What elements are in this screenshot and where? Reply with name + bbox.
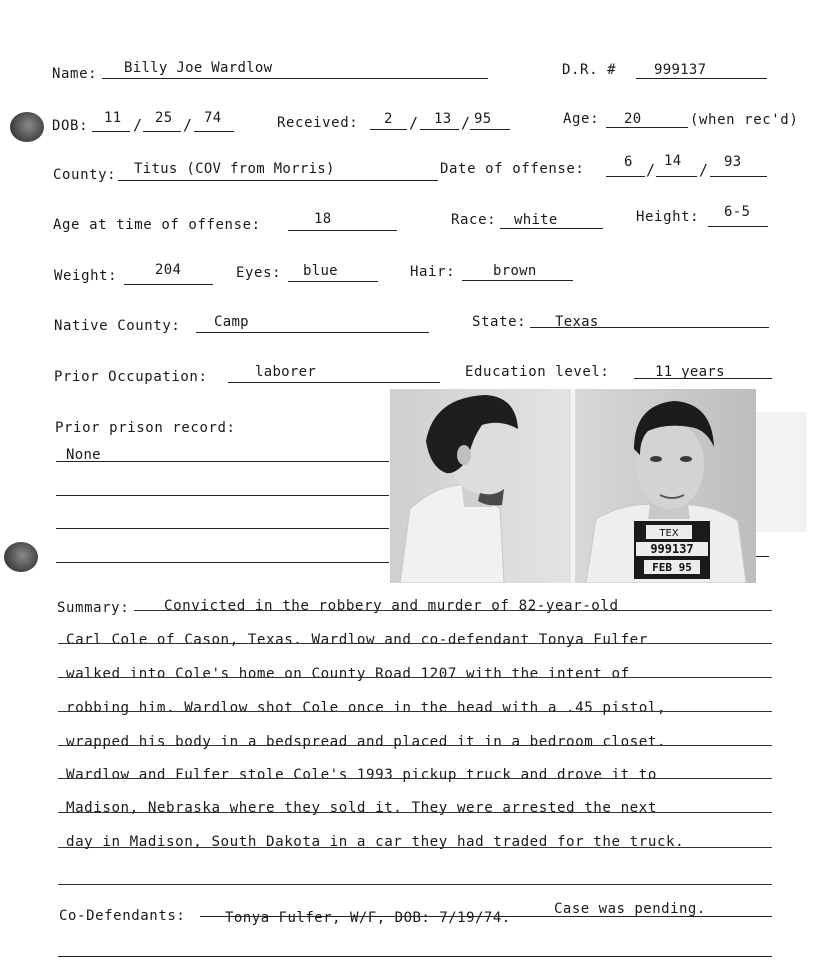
hair-line <box>462 280 573 281</box>
codefendants-text: Tonya Fulfer, W/F, DOB: 7/19/74. <box>225 910 511 926</box>
offense-slash: / <box>646 161 656 179</box>
education-label: Education level: <box>465 364 610 380</box>
received-line <box>420 129 459 130</box>
age-value: 20 <box>624 111 642 127</box>
occupation-value: laborer <box>255 364 317 380</box>
codefendants-line <box>200 916 772 917</box>
offense-year: 93 <box>724 154 742 170</box>
eyes-line <box>288 281 378 282</box>
dob-label: DOB: <box>52 118 89 134</box>
dr-label: D.R. # <box>562 62 617 78</box>
dr-line <box>636 78 767 79</box>
summary-label: Summary: <box>57 600 130 616</box>
hair-label: Hair: <box>410 264 456 280</box>
race-line <box>500 228 603 229</box>
age-offense-line <box>288 230 397 231</box>
age-offense-value: 18 <box>314 211 332 227</box>
offense-line <box>656 176 697 177</box>
offense-month: 6 <box>624 154 633 170</box>
received-year: 95 <box>474 111 492 127</box>
summary-line-5: wrapped his body in a bedspread and placed it in a bedroom closet. <box>66 734 667 750</box>
education-value: 11 years <box>655 364 725 380</box>
county-value: Titus (COV from Morris) <box>134 161 335 177</box>
prior-record-value: None <box>66 447 101 463</box>
placard-line-3: FEB 95 <box>652 561 692 574</box>
race-label: Race: <box>451 212 497 228</box>
name-line <box>102 78 488 79</box>
height-value: 6-5 <box>724 204 751 220</box>
eyes-value: blue <box>303 263 338 279</box>
race-value: white <box>514 212 558 228</box>
dob-slash: / <box>133 116 143 134</box>
dob-line <box>92 131 130 132</box>
dob-slash: / <box>183 116 193 134</box>
binder-hole-middle <box>4 542 38 572</box>
received-month: 2 <box>384 111 393 127</box>
summary-underline <box>58 711 772 712</box>
offense-slash: / <box>699 161 709 179</box>
weight-label: Weight: <box>54 268 118 284</box>
summary-underline <box>58 812 772 813</box>
height-line <box>708 226 768 227</box>
dr-number: 999137 <box>654 62 707 78</box>
codefendants-line-2 <box>58 956 772 957</box>
offense-day: 14 <box>664 153 682 169</box>
inmate-name: Billy Joe Wardlow <box>124 60 273 76</box>
codefendants-label: Co-Defendants: <box>59 908 186 924</box>
received-label: Received: <box>277 115 359 131</box>
placard-line-1: TEX <box>659 528 679 539</box>
occupation-label: Prior Occupation: <box>54 369 208 385</box>
prior-record-line <box>56 461 389 462</box>
summary-line-8: day in Madison, South Dakota in a car they had traded for the truck. <box>66 834 685 850</box>
weight-value: 204 <box>155 262 182 278</box>
received-slash: / <box>409 114 419 132</box>
summary-line-6: Wardlow and Fulfer stole Cole's 1993 pickup truck and drove it to <box>66 767 657 783</box>
summary-underline <box>58 643 772 644</box>
offense-date-label: Date of offense: <box>440 161 585 177</box>
summary-line-4: robbing him. Wardlow shot Cole once in the head with a .45 pistol, <box>66 700 667 716</box>
offense-line <box>606 176 645 177</box>
summary-underline <box>58 847 772 848</box>
summary-underline <box>58 745 772 746</box>
state-label: State: <box>472 314 527 330</box>
dob-line <box>194 131 234 132</box>
mugshot-image <box>390 389 756 583</box>
dob-year: 74 <box>204 110 222 126</box>
summary-underline <box>58 884 772 885</box>
age-line <box>606 127 688 128</box>
summary-underline <box>58 778 772 779</box>
summary-line-1: Convicted in the robbery and murder of 82-year-old <box>164 598 619 614</box>
summary-underline <box>58 677 772 678</box>
received-line <box>470 129 510 130</box>
summary-line-3: walked into Cole's home on County Road 1207 with the intent of <box>66 666 630 682</box>
county-line <box>118 180 438 181</box>
received-line <box>370 129 407 130</box>
photo-edge-strip <box>755 412 807 532</box>
codefendants-status: Case was pending. <box>554 901 706 917</box>
offense-line <box>710 176 767 177</box>
state-value: Texas <box>555 314 599 330</box>
summary-line-7: Madison, Nebraska where they sold it. They were arrested the next <box>66 800 657 816</box>
prior-record-label: Prior prison record: <box>55 420 236 436</box>
education-line <box>634 378 772 379</box>
weight-line <box>124 284 213 285</box>
dob-day: 25 <box>155 110 173 126</box>
dob-month: 11 <box>104 110 122 126</box>
binder-hole-top <box>10 112 44 142</box>
eyes-label: Eyes: <box>236 265 282 281</box>
received-slash: / <box>461 114 471 132</box>
height-label: Height: <box>636 209 700 225</box>
native-county-value: Camp <box>214 314 249 330</box>
summary-line-2: Carl Cole of Cason, Texas. Wardlow and co-defendant Tonya Fulfer <box>66 632 648 648</box>
age-note: (when rec'd) <box>690 112 799 128</box>
name-label: Name: <box>52 66 98 82</box>
county-label: County: <box>53 167 117 183</box>
dob-line <box>143 131 181 132</box>
state-line <box>530 327 769 328</box>
mugshot-photo <box>390 389 756 583</box>
received-day: 13 <box>434 111 452 127</box>
placard-line-2: 999137 <box>650 542 694 556</box>
prior-record-line <box>56 495 389 496</box>
prior-record-line <box>56 528 389 529</box>
native-county-label: Native County: <box>54 318 181 334</box>
prior-record-line <box>56 562 389 563</box>
summary-underline <box>134 610 772 611</box>
age-offense-label: Age at time of offense: <box>53 217 261 233</box>
hair-value: brown <box>493 263 537 279</box>
occupation-line <box>228 382 440 383</box>
native-county-line <box>196 332 429 333</box>
prior-record-line-right <box>755 556 769 557</box>
age-label: Age: <box>563 111 600 127</box>
